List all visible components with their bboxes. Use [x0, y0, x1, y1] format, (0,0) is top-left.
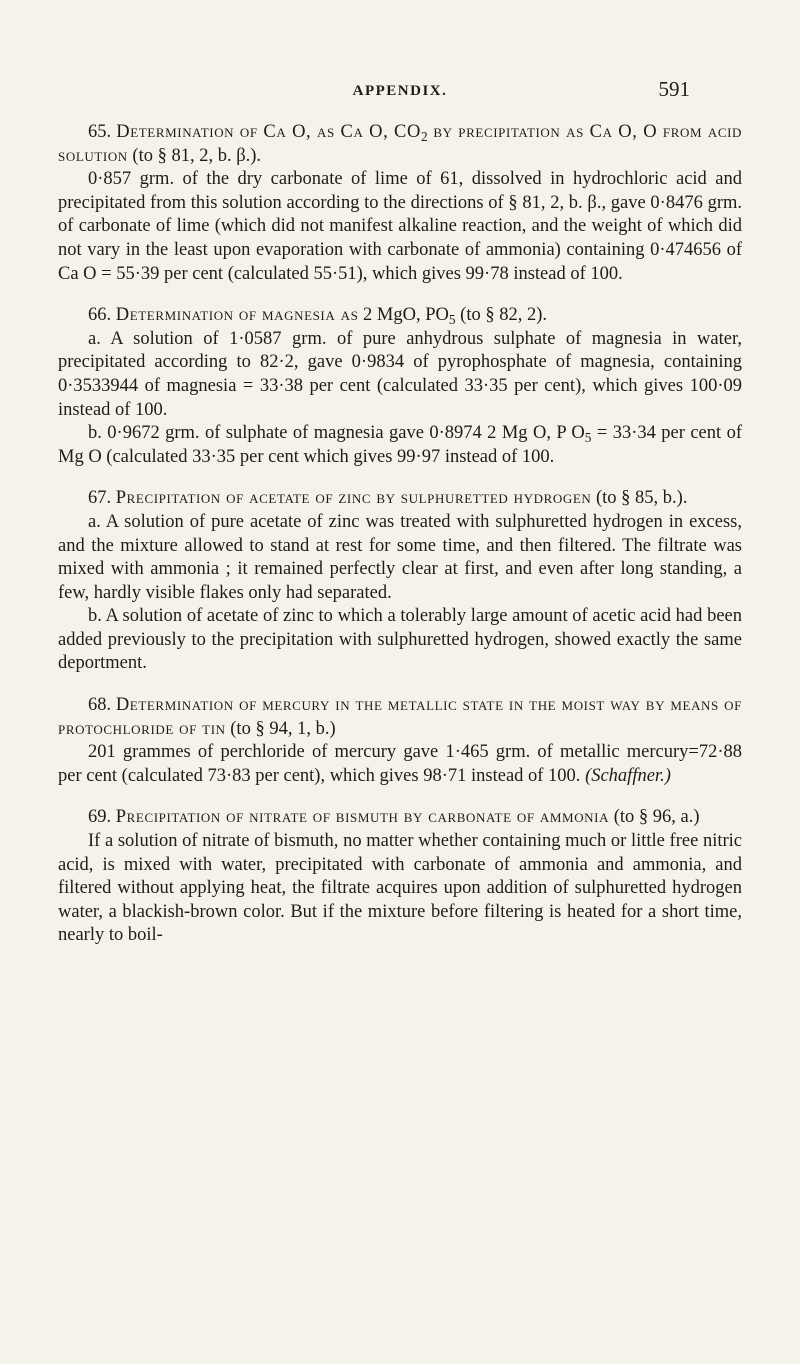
section-reference: (to § 82, 2).	[455, 305, 547, 326]
paragraph-b: b. A solution of acetate of zinc to which a tolerably large amount of acetic acid had been added previously to the precipitation with sulphuretted hydrogen, showed exactly the same deportment.	[58, 606, 742, 674]
running-head: APPENDIX.	[352, 83, 448, 99]
section-title: Determination of magnesia as	[115, 305, 359, 326]
paragraph-text: 201 grammes of perchloride of mercury gave 1·465 grm. of metallic mercury=72·88 per cent (calculated 73·83 per cent), which gives 98·71 instead of 100.	[58, 742, 742, 786]
section-heading	[58, 121, 742, 168]
section-title-cont: by precipitation as Ca O, O from acid solution	[58, 122, 743, 166]
page-number: 591	[658, 77, 690, 101]
section-heading	[58, 806, 742, 830]
section-reference: (to § 81, 2, b. β.).	[127, 145, 262, 166]
page-header	[0, 77, 800, 107]
section-title: Precipitation of nitrate of bismuth by carbonate of ammonia	[115, 807, 610, 828]
section-65	[58, 121, 742, 286]
section-number: 66.	[88, 305, 112, 326]
section-number: 68.	[88, 695, 112, 716]
paragraph	[58, 741, 742, 788]
section-reference: (to § 85, b.).	[591, 488, 688, 509]
section-number: 69.	[88, 807, 112, 828]
paragraph: If a solution of nitrate of bismuth, no matter whether containing much or little free nitric acid, is mixed with water, precipitated with carbonate of ammonia and ammonia, and filtered without applying heat, the filtrate acquires upon addition of sulphuretted hydrogen water, a blackish-brown color. But if the mixture before filtering is heated for a short time, nearly to boil-	[58, 831, 742, 946]
paragraph-a: a. A solution of 1·0587 grm. of pure anhydrous sulphate of magnesia in water, precipitated according to 82·2, gave 0·9834 of pyrophosphate of magnesia, containing 0·3533944 of magnesia = 33·38 per cent (calculated 33·35 per cent), which gives 100·09 instead of 100.	[58, 328, 742, 420]
section-reference: (to § 94, 1, b.)	[225, 718, 336, 739]
paragraph-a: a. A solution of pure acetate of zinc was treated with sulphuretted hydrogen in excess, and the mixture allowed to stand at rest for some time, and then filtered. The filtrate was mixed with ammonia ; it remained perfectly clear at first, and even after long standing, a few, hardly visible flakes only had separated.	[58, 511, 742, 603]
section-title: Determination of mercury in the metallic state in the moist way by means of protochloride of tin	[58, 695, 743, 739]
paragraph-b-text-cont: = 33·34 per cent of Mg O (calculated 33·35 per cent which gives 99·97 instead of 100.	[58, 423, 742, 467]
section-heading	[58, 694, 742, 741]
subscript: 5	[584, 430, 592, 446]
section-heading	[58, 487, 742, 511]
author-credit: (Schaffner.)	[585, 765, 671, 786]
section-title: Precipitation of acetate of zinc by sulphuretted hydrogen	[115, 488, 592, 509]
section-heading	[58, 304, 742, 328]
section-number: 65.	[88, 122, 112, 142]
section-formula: 2 MgO, PO	[358, 305, 449, 326]
section-number: 67.	[88, 488, 112, 509]
subscript: 5	[448, 312, 456, 328]
section-69	[58, 806, 742, 948]
section-reference: (to § 96, a.)	[609, 807, 700, 828]
subscript: 2	[420, 128, 428, 144]
section-66	[58, 304, 742, 469]
paragraph: 0·857 grm. of the dry carbonate of lime of 61, dissolved in hydrochloric acid and precipitated from this solution according to the directions of § 81, 2, b. β., gave 0·8476 grm. of carbonate of lime (which did not manifest alkaline reaction, and the weight of which did not vary in the least upon evaporation with carbonate of ammonia) containing 0·474656 of Ca O = 55·39 per cent (calculated 55·51), which gives 99·78 instead of 100.	[58, 169, 742, 284]
body-text	[58, 121, 742, 966]
section-67	[58, 487, 742, 676]
paragraph-b-text: b. 0·9672 grm. of sulphate of magnesia gave 0·8974 2 Mg O, P O	[88, 423, 585, 444]
section-title: Determination of Ca O, as Ca O, CO	[116, 122, 421, 142]
paragraph-b	[58, 422, 742, 469]
section-68	[58, 694, 742, 788]
